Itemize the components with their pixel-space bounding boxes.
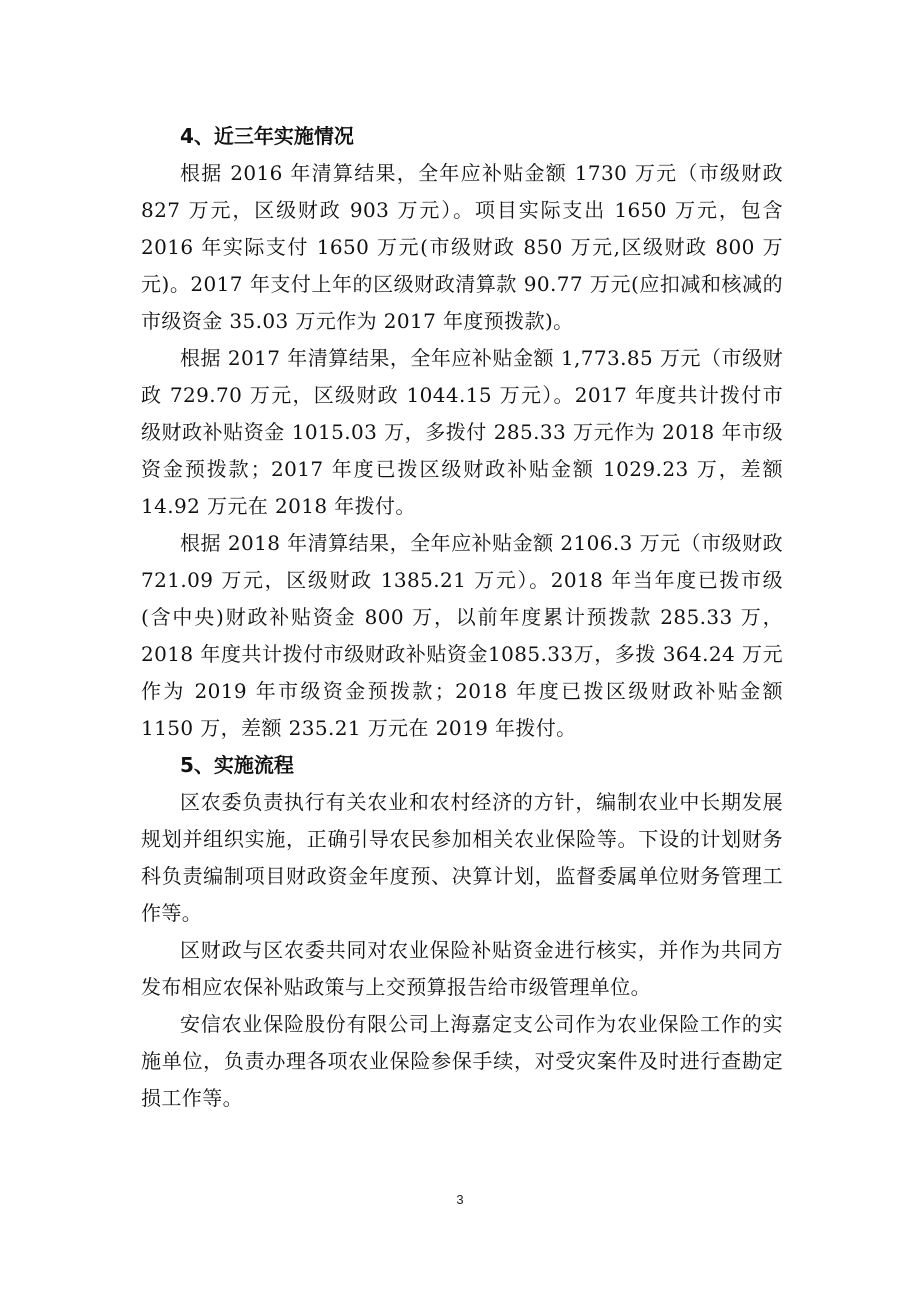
paragraph-2018-settlement: 根据 2018 年清算结果，全年应补贴金额 2106.3 万元（市级财政 721.09 万元，区级财政 1385.21 万元）。2018 年当年度已拨市级(含中央)财政补贴资金 800 万，以前年度累计预拨款 285.33 万，2018 年度共计拨付市级财政补贴资金1085.33万，多拨 364.24 万元作为 2019 年市级资金预拨款；2018 年度已拨区级财政补贴金额 1150 万，差额 235.21 万元在 2019 年拨付。	[141, 531, 783, 740]
section-heading-implementation-status: 4、近三年实施情况	[180, 124, 354, 148]
paragraph-agriculture-committee: 区农委负责执行有关农业和农村经济的方针，编制农业中长期发展规划并组织实施，正确引导农民参加相关农业保险等。下设的计划财务科负责编制项目财政资金年度预、决算计划，监督委属单位财务管理工作等。	[141, 790, 783, 925]
document-body	[141, 118, 783, 1117]
paragraph-2016-settlement: 根据 2016 年清算结果，全年应补贴金额 1730 万元（市级财政 827 万元，区级财政 903 万元）。项目实际支出 1650 万元，包含 2016 年实际支付 1650 万元(市级财政 850 万元,区级财政 800 万元)。2017 年支付上年的区级财政清算款 90.77 万元(应扣减和核减的市级资金 35.03 万元作为 2017 年度预拨款)。	[141, 161, 783, 333]
section-heading-implementation-process: 5、实施流程	[180, 753, 294, 777]
paragraph-finance-bureau: 区财政与区农委共同对农业保险补贴资金进行核实，并作为共同方发布相应农保补贴政策与上交预算报告给市级管理单位。	[141, 938, 783, 999]
paragraph-insurance-company: 安信农业保险股份有限公司上海嘉定支公司作为农业保险工作的实施单位，负责办理各项农业保险参保手续，对受灾案件及时进行查勘定损工作等。	[141, 1012, 783, 1110]
paragraph-2017-settlement: 根据 2017 年清算结果，全年应补贴金额 1,773.85 万元（市级财政 729.70 万元，区级财政 1044.15 万元）。2017 年度共计拨付市级财政补贴资金 1015.03 万，多拨付 285.33 万元作为 2018 年市级资金预拨款；2017 年度已拨区级财政补贴金额 1029.23 万，差额 14.92 万元在 2018 年拨付。	[141, 346, 783, 518]
page-number: 3	[456, 1192, 464, 1207]
